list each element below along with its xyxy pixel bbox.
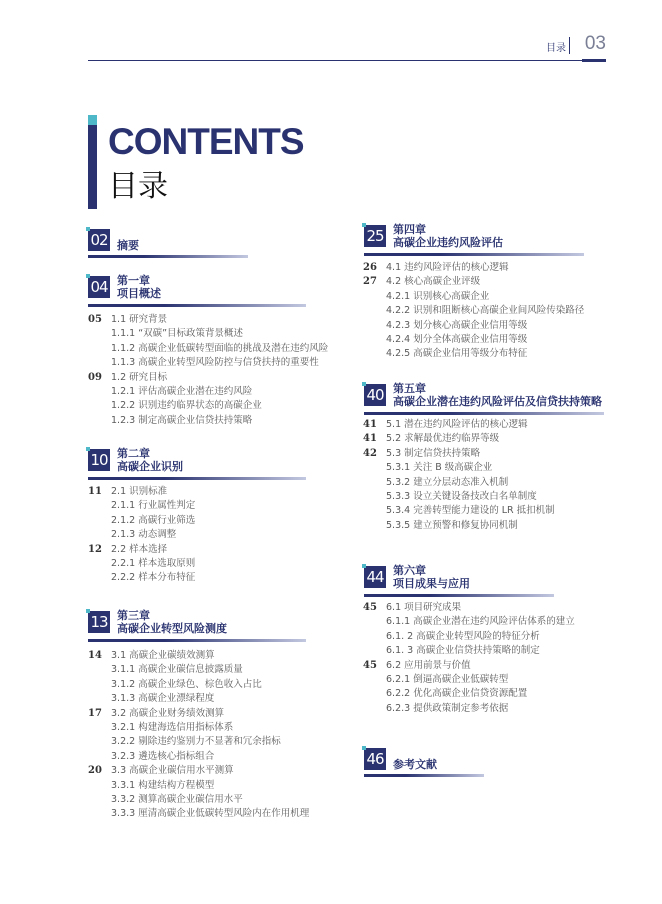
toc-entry-text: 6.2 应用前景与价值 [386,659,471,671]
toc-entry-text: 3.2.2 剔除违约鉴别力不显著和冗余指标 [111,736,281,748]
toc-entry-text: 1.2 研究目标 [111,371,168,383]
toc-entry-text: 6.1.1 高碳企业潜在违约风险评估体系的建立 [386,616,575,628]
toc-entry-text: 1.2.2 识别违约临界状态的高碳企业 [111,400,262,412]
header-rule-accent [582,59,606,62]
toc-entry-text: 1.2.3 制定高碳企业信贷扶持策略 [111,414,253,426]
toc-entry-text: 2.1.3 动态调整 [111,529,177,541]
toc-page-number: 45 [363,602,377,613]
toc-entry-text: 3.3.2 测算高碳企业碳信用水平 [111,794,243,805]
contents-heading: CONTENTS [108,121,304,162]
toc-entry-text: 4.1 违约风险评估的核心逻辑 [386,262,509,273]
chapter-underline [364,412,604,415]
toc-entry-text: 5.3.3 设立关键设备技改白名单制度 [386,491,537,502]
chapter-page-badge: 25 [364,225,386,247]
header-label: 目录 [546,43,566,54]
chapter-underline [364,253,584,256]
chapter-page-badge: 13 [88,611,110,633]
chapter-underline [88,255,248,258]
toc-entry-text: 5.3.4 完善转型能力建设的 LR 抵扣机制 [386,505,555,517]
chapter-page-badge: 44 [364,566,386,588]
toc-entry-text: 3.2.1 构建海选信用指标体系 [111,722,234,733]
badge-accent-dot [86,447,90,451]
toc-page-number: 26 [363,262,377,273]
badge-accent-dot [86,609,90,613]
toc-entry-text: 5.3.1 关注 B 级高碳企业 [386,462,493,474]
chapter-title: 第五章 高碳企业潜在违约风险评估及信贷扶持策略 [393,382,602,408]
toc-entry-text: 3.1.1 高碳企业碳信息披露质量 [111,664,243,676]
toc-entry-text: 4.2.1 识别核心高碳企业 [386,290,490,302]
toc-entry-text: 3.1.2 高碳企业绿色、棕色收入占比 [111,678,262,690]
toc-entry-text: 1.2.1 评估高碳企业潜在违约风险 [111,386,253,397]
toc-page-number: 42 [363,447,377,459]
toc-entry-text: 4.2.3 划分核心高碳企业信用等级 [386,319,528,331]
chapter-title: 第一章 项目概述 [117,274,161,300]
header-rule [88,60,606,61]
toc-entry-text: 6.1 项目研究成果 [386,602,462,613]
toc-entry-text: 4.2 核心高碳企业评级 [386,276,481,288]
chapter-title: 第四章 高碳企业违约风险评估 [393,223,503,249]
toc-entry-text: 4.2.4 划分全体高碳企业信用等级 [386,334,528,345]
toc-entry-text: 1.1.2 高碳企业低碳转型面临的挑战及潜在违约风险 [111,342,329,354]
chapter-page-badge: 02 [88,229,110,251]
chapter-underline [364,774,484,777]
toc-entry-text: 3.3.1 构建结构方程模型 [111,779,215,791]
chapter-page-badge: 04 [88,276,110,298]
chapter-underline [88,477,306,480]
toc-entry-text: 1.1.3 高碳企业转型风险防控与信贷扶持的重要性 [111,357,319,369]
toc-entry-text: 2.2.2 样本分布特征 [111,572,196,584]
toc-entry-text: 5.3 制定信贷扶持策略 [386,447,481,459]
toc-entry-text: 2.1.2 高碳行业筛选 [111,514,196,526]
toc-page-number: 14 [88,650,102,661]
toc-entry-text: 2.1.1 行业属性判定 [111,500,196,512]
toc-entry-text: 5.1 潜在违约风险评估的核心逻辑 [386,419,528,430]
toc-entry-text: 3.2.3 遴选核心指标组合 [111,750,215,762]
header-separator [569,37,570,54]
toc-page-number: 17 [88,707,102,719]
toc-entry-text: 6.2.1 倒逼高碳企业低碳转型 [386,674,509,685]
page-header [88,0,606,64]
toc-page-number: 09 [88,371,102,383]
chapter-page-badge: 46 [364,748,386,770]
toc-entry-text: 5.3.5 建立预警和修复协同机制 [386,519,518,531]
toc-entry-text: 3.2 高碳企业财务绩效测算 [111,707,225,719]
chapter-title: 参考文献 [393,758,437,771]
toc-entry-text: 6.1. 3 高碳企业信贷扶持策略的制定 [386,645,540,657]
toc-page-number: 45 [363,659,377,671]
toc-entry-text: 6.2.3 提供政策制定参考依据 [386,702,509,714]
chapter-underline [364,594,554,597]
badge-accent-dot [86,274,90,278]
chapter-page-badge: 10 [88,449,110,471]
badge-accent-dot [362,382,366,386]
chapter-title: 摘要 [117,239,139,252]
toc-entry-text: 6.2.2 优化高碳企业信贷资源配置 [386,688,528,700]
title-accent-square [88,115,97,125]
toc-page-number: 12 [88,543,102,555]
toc-page-number: 41 [363,433,377,445]
toc-page-number: 20 [88,765,102,777]
title-accent-bar [88,125,97,209]
chapter-title: 第六章 项目成果与应用 [393,564,470,590]
toc-entry-text: 1.1 研究背景 [111,314,168,325]
badge-accent-dot [86,227,90,231]
chapter-page-badge: 40 [364,384,386,406]
header-page-number: 03 [584,33,606,54]
toc-entry-text: 4.2.5 高碳企业信用等级分布特征 [386,348,528,360]
chapter-underline [88,639,306,642]
toc-page-number: 41 [363,419,377,430]
toc-heading-zh: 目录 [108,169,168,204]
toc-page-number: 27 [363,276,377,288]
badge-accent-dot [362,564,366,568]
toc-entry-text: 3.3 高碳企业碳信用水平测算 [111,765,234,777]
toc-entry-text: 2.2 样本选择 [111,543,168,555]
chapter-title: 第二章 高碳企业识别 [117,447,183,473]
toc-entry-text: 3.3.3 厘清高碳企业低碳转型风险内在作用机理 [111,808,310,820]
chapter-underline [88,304,306,307]
toc-entry-text: 2.2.1 样本选取原则 [111,558,196,569]
toc-entry-text: 5.3.2 建立分层动态准入机制 [386,476,509,488]
toc-page-number: 11 [88,486,102,497]
toc-entry-text: 1.1.1 “双碳”目标政策背景概述 [111,328,244,340]
toc-entry-text: 2.1 识别标准 [111,486,168,497]
toc-page-number: 05 [88,314,102,325]
toc-entry-text: 5.2 求解最优违约临界等级 [386,433,500,445]
chapter-title: 第三章 高碳企业转型风险测度 [117,609,227,635]
toc-entry-text: 3.1 高碳企业碳绩效测算 [111,650,215,661]
badge-accent-dot [362,223,366,227]
toc-entry-text: 4.2.2 识别和阻断核心高碳企业间风险传染路径 [386,305,585,317]
toc-entry-text: 6.1. 2 高碳企业转型风险的特征分析 [386,630,540,642]
badge-accent-dot [362,746,366,750]
toc-entry-text: 3.1.3 高碳企业漂绿程度 [111,693,215,705]
